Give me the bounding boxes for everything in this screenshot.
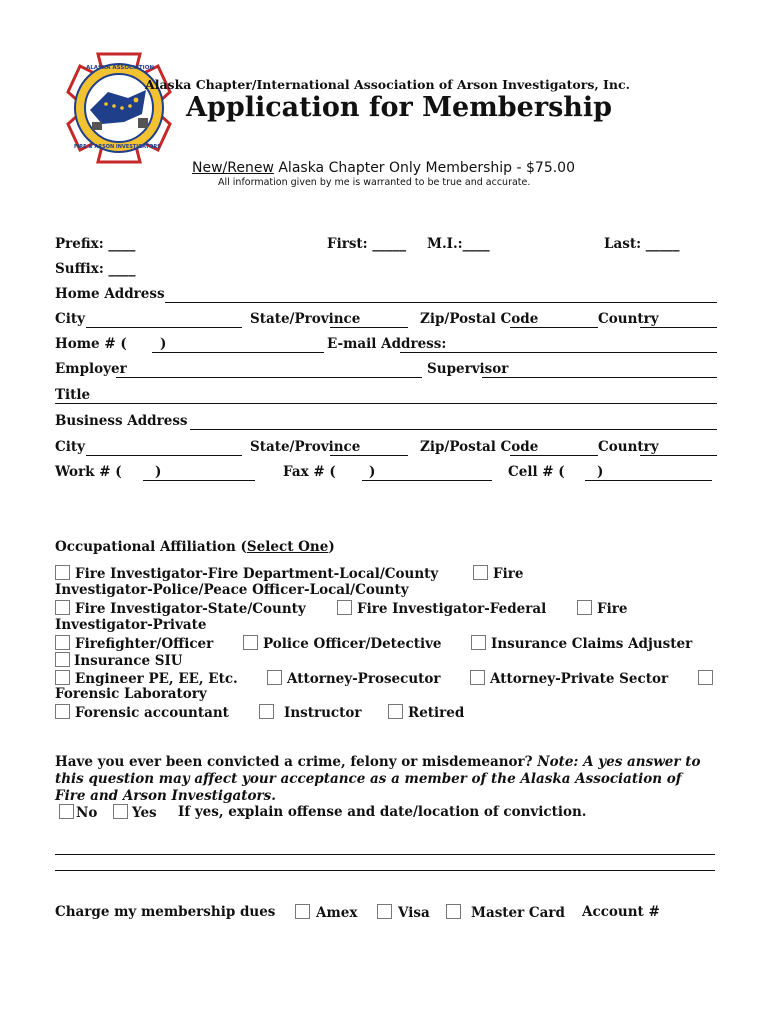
payment-account-label: Account # (582, 904, 660, 920)
option-forensic-accountant[interactable] (55, 704, 229, 721)
checkbox[interactable] (55, 704, 70, 719)
option-firefighter[interactable] (55, 635, 213, 652)
conviction-question-text: Have you ever been convicted a crime, felony or misdemeanor? (55, 754, 538, 770)
supervisor-label: Supervisor (427, 361, 509, 377)
checkbox[interactable] (55, 652, 70, 667)
option-label: Forensic accountant (75, 705, 229, 721)
checkbox[interactable] (446, 904, 461, 919)
title-input[interactable] (55, 403, 717, 404)
business-zip-label: Zip/Postal Code (420, 439, 539, 455)
fax-label: Fax # ( (283, 464, 336, 480)
home-address-label: Home Address (55, 286, 165, 302)
checkbox[interactable] (113, 804, 128, 819)
home-phone-close: ) (160, 336, 167, 352)
conviction-yes-label: Yes (132, 805, 157, 821)
business-country-label: Country (598, 439, 659, 455)
email-label: E-mail Address: (327, 336, 447, 352)
option-investigator-police: Investigator-Police/Peace Officer-Local/County (55, 582, 409, 598)
option-attorney-prosecutor[interactable] (267, 670, 441, 687)
suffix-field[interactable]: Suffix: ____ (55, 261, 136, 277)
conviction-yes[interactable] (113, 804, 157, 821)
checkbox[interactable] (55, 635, 70, 650)
prefix-field[interactable]: Prefix: ____ (55, 236, 136, 252)
supervisor-input[interactable] (482, 377, 717, 378)
payment-visa-label: Visa (398, 905, 430, 921)
fax-close: ) (369, 464, 376, 480)
membership-type: New/Renew (192, 160, 274, 176)
checkbox[interactable] (59, 804, 74, 819)
organization-name: Alaska Chapter/International Association of Arson Investigators, Inc. (145, 77, 630, 92)
home-address-input[interactable] (165, 302, 717, 303)
checkbox[interactable] (698, 670, 713, 685)
option-label: Insurance Claims Adjuster (491, 636, 693, 652)
payment-label: Charge my membership dues (55, 904, 276, 920)
option-fi-fire-dept[interactable] (55, 565, 438, 582)
option-fi-federal[interactable] (337, 600, 546, 617)
state-input[interactable] (330, 327, 408, 328)
conviction-note: Note: A yes answer to this question may affect your acceptance as a member of the Alaska Association of Fire and Arson Investigators. (55, 754, 701, 804)
first-name-field[interactable]: First: _____ (327, 236, 407, 252)
city-label: City (55, 311, 85, 327)
checkbox[interactable] (470, 670, 485, 685)
option-engineer[interactable] (55, 670, 238, 687)
state-label: State/Province (250, 311, 361, 327)
home-phone-label: Home # ( (55, 336, 127, 352)
affiliation-heading (55, 539, 335, 555)
association-logo (58, 52, 180, 164)
option-attorney-private[interactable] (470, 670, 668, 687)
membership-desc: Alaska Chapter Only Membership - $75.00 (273, 160, 575, 176)
option-label: Instructor (284, 705, 362, 721)
payment-mastercard-label: Master Card (471, 905, 565, 921)
option-label: Fire Investigator-State/County (75, 601, 306, 617)
business-zip-input[interactable] (510, 455, 598, 456)
checkbox[interactable] (55, 670, 70, 685)
payment-amex-label: Amex (316, 905, 358, 921)
work-phone-label: Work # ( (55, 464, 122, 480)
conviction-no[interactable] (59, 804, 97, 821)
checkbox[interactable] (259, 704, 274, 719)
business-address-input[interactable] (190, 429, 717, 430)
checkbox[interactable] (377, 904, 392, 919)
option-retired[interactable] (388, 704, 464, 721)
affiliation-heading-select: Select One (246, 539, 329, 555)
option-insurance-siu[interactable] (55, 652, 183, 669)
conviction-explanation-line-1[interactable] (55, 854, 715, 855)
zip-label: Zip/Postal Code (420, 311, 539, 327)
checkbox[interactable] (55, 600, 70, 615)
membership-line (192, 160, 575, 176)
option-forensic-lab-box[interactable] (698, 670, 718, 687)
affiliation-heading-pre: Occupational Affiliation ( (55, 539, 247, 555)
middle-initial-field[interactable]: M.I.:____ (427, 236, 490, 252)
option-label: Retired (408, 705, 465, 721)
option-label: Fire Investigator-Fire Department-Local/County (75, 566, 439, 582)
payment-visa[interactable] (377, 904, 430, 921)
option-label: Fire Investigator-Federal (357, 601, 547, 617)
checkbox[interactable] (243, 635, 258, 650)
option-label: Attorney-Private Sector (490, 671, 669, 687)
employer-input[interactable] (116, 377, 422, 378)
page-title: Application for Membership (186, 92, 613, 123)
option-label: Firefighter/Officer (75, 636, 214, 652)
checkbox[interactable] (337, 600, 352, 615)
work-phone-input[interactable] (143, 480, 255, 481)
option-fi-state[interactable] (55, 600, 306, 617)
option-forensic-laboratory: Forensic Laboratory (55, 686, 207, 702)
country-input[interactable] (640, 327, 717, 328)
cell-input[interactable] (585, 480, 712, 481)
checkbox[interactable] (267, 670, 282, 685)
business-state-label: State/Province (250, 439, 361, 455)
country-label: Country (598, 311, 659, 327)
payment-mastercard[interactable] (446, 904, 565, 921)
work-phone-close: ) (155, 464, 162, 480)
checkbox[interactable] (388, 704, 403, 719)
option-instructor[interactable] (259, 704, 361, 721)
option-police-officer[interactable] (243, 635, 442, 652)
payment-amex[interactable] (295, 904, 357, 921)
option-label: Engineer PE, EE, Etc. (75, 671, 238, 687)
last-name-field[interactable]: Last: _____ (604, 236, 680, 252)
option-label: Police Officer/Detective (263, 636, 442, 652)
option-insurance-claims[interactable] (471, 635, 692, 652)
home-phone-input[interactable] (152, 352, 324, 353)
checkbox[interactable] (471, 635, 486, 650)
title-label: Title (55, 387, 91, 403)
business-city-input[interactable] (86, 455, 242, 456)
fax-input[interactable] (362, 480, 492, 481)
checkbox[interactable] (295, 904, 310, 919)
checkbox[interactable] (473, 565, 488, 580)
zip-input[interactable] (510, 327, 598, 328)
option-label: Fire (597, 601, 628, 617)
conviction-no-label: No (76, 805, 98, 821)
employer-label: Employer (55, 361, 127, 377)
city-input[interactable] (86, 327, 242, 328)
option-investigator-private: Investigator-Private (55, 617, 207, 633)
business-city-label: City (55, 439, 85, 455)
option-label: Fire (493, 566, 524, 582)
option-fire-2[interactable] (577, 600, 627, 617)
email-input[interactable] (400, 352, 717, 353)
logo-top-text: ALASKA ASSOCIATION (86, 65, 155, 71)
business-address-label: Business Address (55, 413, 188, 429)
cell-close: ) (597, 464, 604, 480)
option-label: Insurance SIU (74, 653, 183, 669)
checkbox[interactable] (577, 600, 592, 615)
certification-text: All information given by me is warranted to be true and accurate. (218, 177, 531, 188)
option-fire[interactable] (473, 565, 523, 582)
cell-label: Cell # ( (508, 464, 565, 480)
affiliation-heading-post: ) (328, 539, 335, 555)
business-state-input[interactable] (330, 455, 408, 456)
conviction-explanation-line-2[interactable] (55, 870, 715, 871)
conviction-question (55, 754, 715, 805)
option-label: Attorney-Prosecutor (287, 671, 441, 687)
logo-bottom-text: FIRE & ARSON INVESTIGATORS (74, 144, 161, 150)
checkbox[interactable] (55, 565, 70, 580)
business-country-input[interactable] (640, 455, 717, 456)
conviction-explain: If yes, explain offense and date/location of conviction. (178, 804, 587, 820)
